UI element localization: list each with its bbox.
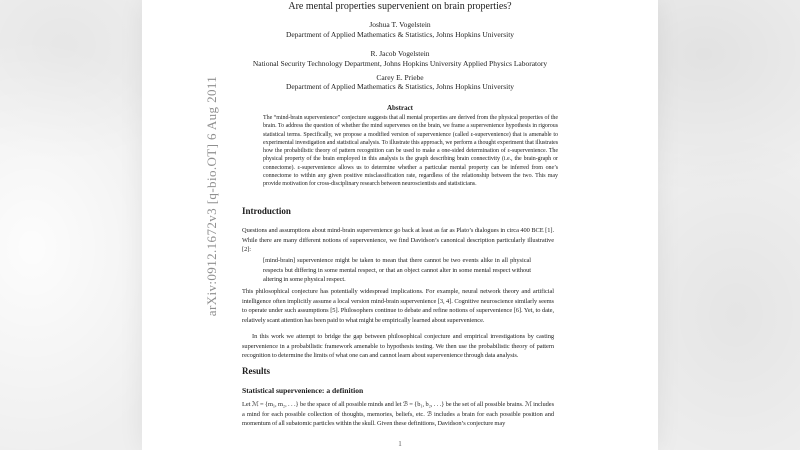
page-number: 1 xyxy=(398,439,402,448)
blockquote-davidson: [mind-brain] supervenience might be taken to mean that there cannot be two events alike in all physical respects but differing in some mental respect, or that an object cannot alter in some mental respect without altering in some physical respect. xyxy=(263,257,531,284)
abstract-text: The “mind-brain supervenience” conjecture suggests that all mental properties are derived from the physical properties of the brain. To address the question of whether the mind supervenes on the brain, we frame a supervenience hypothesis in rigorous statistical terms. Specifically, we propose a modified version of supervenience (called ε-supervenience) that is amenable to experimental investigation and statistical analysis. To illustrate this approach, we perform a thought experiment that illustrates how the probabilistic theory of pattern recognition can be used to make a one-sided determination of ε-supervenience. The physical property of the brain employed in this analysis is the graph describing brain connectivity (i.e., the brain-graph or connectome). ε-supervenience allows us to determine whether a particular mental property can be inferred from one’s connectome to within any given positive misclassification rate, regardless of the relationship between the two. This may provide motivation for cross-disciplinary research between neuroscientists and statisticians. xyxy=(263,115,558,188)
author-name: Carey E. Priebe xyxy=(376,72,424,82)
section-heading-results: Results xyxy=(242,366,271,376)
author-affiliation: Department of Applied Mathematics & Statistics, Johns Hopkins University xyxy=(285,82,515,92)
arxiv-watermark: arXiv:0912.1672v3 [q-bio.OT] 6 Aug 2011 xyxy=(204,75,219,317)
author-block xyxy=(142,20,658,40)
results-paragraph-1: Let ℳ = {m₁, m₂, . . .} be the space of all possible minds and let ℬ = {b₁, b₂, . . .} be the set of all possible brains. ℳ includes a mind for each possible collection of thoughts, memories, beliefs, etc. ℬ includes a brain for each possible position and momentum of all subatomic particles within the skull. Given these definitions, Davidson’s conjecture may xyxy=(242,401,554,428)
paper-title: Are mental properties supervenient on brain properties? xyxy=(288,1,512,12)
intro-paragraph-1: Questions and assumptions about mind-brain supervenience go back at least as far as Plato’s dialogues in circa 400 BCE [1]. While there are many different notions of supervenience, we find Davidson’s canonical description particularly illustrative [2]: xyxy=(242,227,554,254)
section-heading-introduction: Introduction xyxy=(242,206,291,216)
subsection-heading-statistical-supervenience: Statistical supervenience: a definition xyxy=(242,386,364,395)
intro-paragraph-3: In this work we attempt to bridge the gap between philosophical conjecture and empirical investigations by casting supervenience in a probabilistic framework amenable to hypothesis testing. We then use the probabilistic theory of pattern recognition to determine the limits of what one can and cannot learn about supervenience through data analysis. xyxy=(242,333,554,360)
author-affiliation: National Security Technology Department, Johns Hopkins University Applied Physics Laboratory xyxy=(252,58,548,68)
intro-paragraph-2: This philosophical conjecture has potentially widespread implications. For example, neural network theory and artificial intelligence often implicitly assume a local version mind-brain supervenience [3, 4]. Cognitive neuroscience similarly seems to operate under such assumptions [5]. Philosophers continue to debate and refine notions of supervenience [6]. Yet, to date, relatively scant attention has been paid to what might be empirically learned about supervenience. xyxy=(242,288,554,324)
author-block xyxy=(142,49,658,69)
author-name: Joshua T. Vogelstein xyxy=(369,20,431,29)
author-affiliation: Department of Applied Mathematics & Statistics, Johns Hopkins University xyxy=(285,29,515,39)
author-name: R. Jacob Vogelstein xyxy=(370,49,430,58)
abstract-heading: Abstract xyxy=(386,103,414,112)
